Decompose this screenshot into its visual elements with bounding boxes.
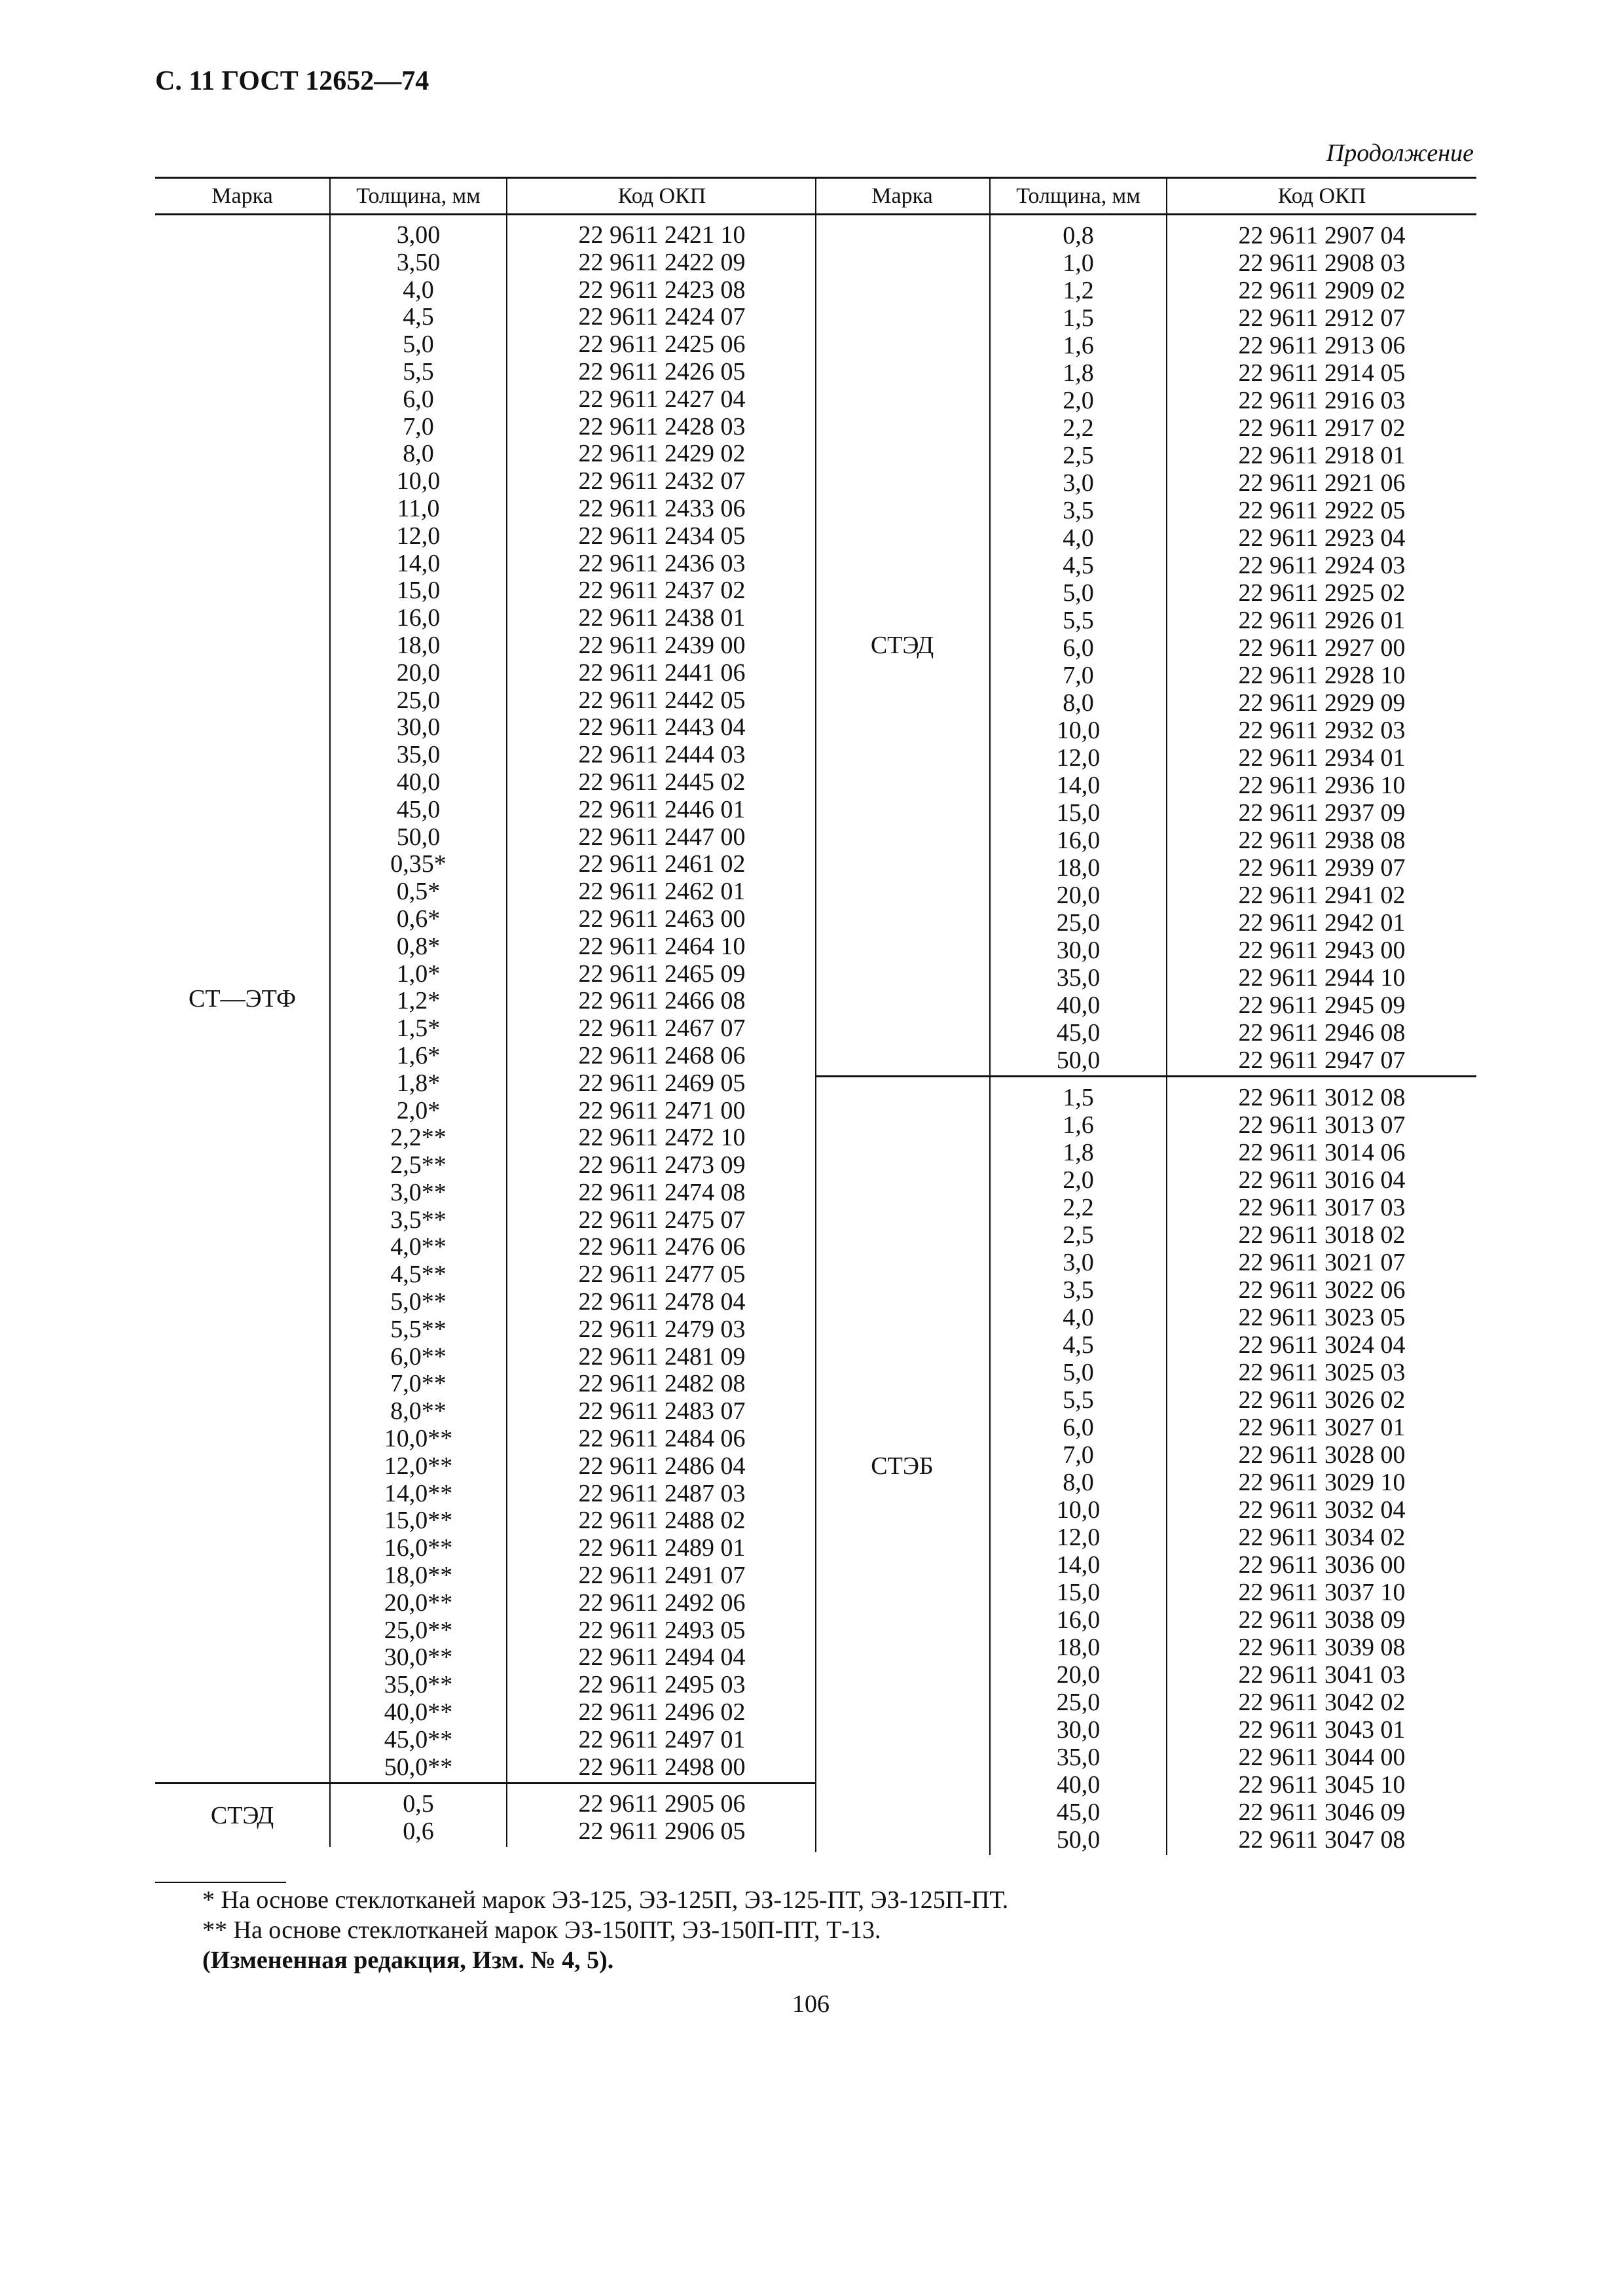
thickness-value: 7,0 xyxy=(1063,662,1094,689)
okp-code-value: 22 9611 2913 06 xyxy=(1238,332,1406,359)
thickness-value: 16,0 xyxy=(1056,827,1101,854)
thickness-value: 18,0 xyxy=(396,631,441,659)
footnotes xyxy=(202,1885,1008,1975)
thickness-value: 14,0 xyxy=(1056,772,1101,799)
okp-code-value: 22 9611 3029 10 xyxy=(1238,1469,1406,1496)
okp-code-cell xyxy=(1167,1077,1476,1856)
okp-code-value: 22 9611 2471 00 xyxy=(578,1096,746,1124)
okp-code-value: 22 9611 2429 02 xyxy=(578,440,746,468)
thickness-value: 5,5** xyxy=(390,1315,447,1343)
okp-code-value: 22 9611 3042 02 xyxy=(1238,1689,1406,1716)
column-header-okp-code: Код ОКП xyxy=(1167,178,1476,215)
okp-code-value: 22 9611 2478 04 xyxy=(578,1288,746,1316)
column-header-marka: Марка xyxy=(155,178,330,215)
thickness-value: 1,0 xyxy=(1063,249,1094,277)
okp-code-value: 22 9611 2492 06 xyxy=(578,1588,746,1617)
thickness-value: 20,0 xyxy=(396,658,441,687)
thickness-value: 0,6* xyxy=(396,905,441,933)
okp-code-value: 22 9611 2422 09 xyxy=(578,248,746,276)
continuation-label: Продолжение xyxy=(1326,139,1474,167)
thickness-value: 0,6 xyxy=(403,1818,434,1846)
thickness-value: 25,0** xyxy=(384,1616,453,1644)
okp-code-value: 22 9611 3024 04 xyxy=(1238,1331,1406,1359)
thickness-value: 1,6* xyxy=(396,1041,441,1069)
thickness-value: 5,0** xyxy=(390,1288,447,1316)
okp-code-value: 22 9611 2433 06 xyxy=(578,494,746,522)
okp-code-value: 22 9611 3023 05 xyxy=(1238,1304,1406,1331)
thickness-value: 2,2 xyxy=(1063,1194,1094,1221)
thickness-value: 5,0 xyxy=(1063,579,1094,607)
okp-code-value: 22 9611 2493 05 xyxy=(578,1616,746,1644)
thickness-cell xyxy=(330,215,507,1784)
thickness-value: 18,0** xyxy=(384,1562,453,1590)
thickness-value: 4,5 xyxy=(1063,552,1094,579)
okp-code-value: 22 9611 2939 07 xyxy=(1238,854,1406,882)
thickness-value: 50,0 xyxy=(1056,1047,1101,1074)
thickness-value: 5,5 xyxy=(403,357,434,386)
thickness-value: 1,0* xyxy=(396,960,441,988)
okp-code-value: 22 9611 2446 01 xyxy=(578,795,746,823)
thickness-value: 25,0 xyxy=(1056,1689,1101,1716)
okp-code-value: 22 9611 2934 01 xyxy=(1238,744,1406,772)
thickness-value: 16,0 xyxy=(396,604,441,632)
okp-code-value: 22 9611 2445 02 xyxy=(578,768,746,796)
okp-code-value: 22 9611 2443 04 xyxy=(578,713,746,742)
thickness-cell xyxy=(990,1077,1167,1856)
okp-code-value: 22 9611 3027 01 xyxy=(1238,1414,1406,1441)
okp-code-value: 22 9611 2924 03 xyxy=(1238,552,1406,579)
thickness-cell xyxy=(990,215,1167,1077)
thickness-value: 1,6 xyxy=(1063,332,1094,359)
okp-code-value: 22 9611 2426 05 xyxy=(578,357,746,386)
okp-code-value: 22 9611 2929 09 xyxy=(1238,689,1406,717)
marka-cell: СТ—ЭТФ xyxy=(188,985,297,1013)
thickness-value: 1,8 xyxy=(1063,1139,1094,1166)
thickness-value: 1,2 xyxy=(1063,277,1094,304)
okp-code-value: 22 9611 3036 00 xyxy=(1238,1551,1406,1579)
thickness-value: 10,0 xyxy=(1056,717,1101,744)
okp-code-value: 22 9611 2444 03 xyxy=(578,741,746,769)
thickness-value: 4,5** xyxy=(390,1261,447,1289)
thickness-value: 1,5 xyxy=(1063,1084,1094,1111)
okp-code-value: 22 9611 3047 08 xyxy=(1238,1826,1406,1854)
thickness-value: 20,0 xyxy=(1056,1661,1101,1689)
thickness-value: 30,0 xyxy=(1056,937,1101,964)
thickness-value: 20,0** xyxy=(384,1588,453,1617)
okp-code-value: 22 9611 3039 08 xyxy=(1238,1634,1406,1661)
thickness-value: 5,5 xyxy=(1063,1386,1094,1414)
thickness-value: 3,50 xyxy=(396,248,441,276)
okp-code-value: 22 9611 3012 08 xyxy=(1238,1084,1406,1111)
okp-code-value: 22 9611 3021 07 xyxy=(1238,1249,1406,1276)
okp-code-value: 22 9611 3022 06 xyxy=(1238,1276,1406,1304)
okp-code-value: 22 9611 2463 00 xyxy=(578,905,746,933)
okp-code-value: 22 9611 2946 08 xyxy=(1238,1019,1406,1047)
okp-code-value: 22 9611 2914 05 xyxy=(1238,359,1406,387)
okp-code-value: 22 9611 2476 06 xyxy=(578,1233,746,1261)
okp-code-value: 22 9611 2917 02 xyxy=(1238,414,1406,442)
column-header-marka: Марка xyxy=(815,178,990,215)
thickness-value: 50,0** xyxy=(384,1753,453,1781)
okp-code-value: 22 9611 2941 02 xyxy=(1238,882,1406,909)
page-header: С. 11 ГОСТ 12652—74 xyxy=(155,66,429,96)
okp-code-value: 22 9611 2477 05 xyxy=(578,1261,746,1289)
thickness-value: 5,0 xyxy=(1063,1359,1094,1386)
thickness-value: 0,35* xyxy=(390,850,447,878)
thickness-value: 6,0** xyxy=(390,1342,447,1371)
thickness-value: 0,8 xyxy=(1063,222,1094,249)
okp-code-value: 22 9611 2468 06 xyxy=(578,1041,746,1069)
thickness-value: 14,0 xyxy=(396,549,441,577)
okp-code-value: 22 9611 2916 03 xyxy=(1238,387,1406,414)
thickness-value: 30,0 xyxy=(396,713,441,742)
thickness-value: 16,0** xyxy=(384,1534,453,1562)
thickness-value: 35,0 xyxy=(1056,964,1101,992)
thickness-value: 0,8* xyxy=(396,932,441,960)
okp-code-value: 22 9611 2491 07 xyxy=(578,1562,746,1590)
okp-code-value: 22 9611 2944 10 xyxy=(1238,964,1406,992)
thickness-value: 2,0 xyxy=(1063,387,1094,414)
thickness-value: 18,0 xyxy=(1056,854,1101,882)
thickness-value: 6,0 xyxy=(1063,634,1094,662)
okp-code-value: 22 9611 2932 03 xyxy=(1238,717,1406,744)
okp-code-value: 22 9611 2925 02 xyxy=(1238,579,1406,607)
thickness-value: 3,5 xyxy=(1063,1276,1094,1304)
okp-code-value: 22 9611 3014 06 xyxy=(1238,1139,1406,1166)
footnote-double-star: ** На основе стеклотканей марок ЭЗ-150ПТ, ЭЗ-150П-ПТ, Т-13. xyxy=(202,1916,881,1944)
thickness-value: 7,0** xyxy=(390,1370,447,1398)
thickness-value: 2,0 xyxy=(1063,1166,1094,1194)
okp-code-value: 22 9611 2461 02 xyxy=(578,850,746,878)
okp-code-value: 22 9611 3018 02 xyxy=(1238,1221,1406,1249)
thickness-value: 4,0 xyxy=(1063,1304,1094,1331)
thickness-value: 3,5 xyxy=(1063,497,1094,524)
thickness-value: 1,2* xyxy=(396,987,441,1015)
thickness-value: 6,0 xyxy=(403,385,434,413)
okp-code-value: 22 9611 2922 05 xyxy=(1238,497,1406,524)
okp-code-value: 22 9611 3038 09 xyxy=(1238,1606,1406,1634)
okp-code-value: 22 9611 2464 10 xyxy=(578,932,746,960)
thickness-value: 40,0 xyxy=(396,768,441,796)
thickness-value: 3,0** xyxy=(390,1178,447,1206)
column-header-thickness: Толщина, мм xyxy=(330,178,507,215)
okp-code-value: 22 9611 2912 07 xyxy=(1238,304,1406,332)
marka-group xyxy=(155,215,816,1784)
okp-code-value: 22 9611 2482 08 xyxy=(578,1370,746,1398)
okp-code-value: 22 9611 2465 09 xyxy=(578,960,746,988)
thickness-value: 16,0 xyxy=(1056,1606,1101,1634)
thickness-value: 12,0 xyxy=(1056,744,1101,772)
left-table-body xyxy=(155,215,816,1848)
okp-code-value: 22 9611 2938 08 xyxy=(1238,827,1406,854)
marka-cell: СТЭД xyxy=(155,1784,330,1847)
okp-code-value: 22 9611 2927 00 xyxy=(1238,634,1406,662)
okp-code-value: 22 9611 2437 02 xyxy=(578,577,746,605)
right-table-body xyxy=(815,215,1476,1856)
thickness-value: 1,8 xyxy=(1063,359,1094,387)
thickness-value: 25,0 xyxy=(1056,909,1101,937)
thickness-value: 4,0** xyxy=(390,1233,447,1261)
okp-code-value: 22 9611 2425 06 xyxy=(578,331,746,359)
okp-code-value: 22 9611 2928 10 xyxy=(1238,662,1406,689)
okp-code-value: 22 9611 3041 03 xyxy=(1238,1661,1406,1689)
okp-code-value: 22 9611 3043 01 xyxy=(1238,1716,1406,1744)
okp-code-value: 22 9611 2439 00 xyxy=(578,631,746,659)
thickness-value: 5,0 xyxy=(403,331,434,359)
thickness-value: 8,0 xyxy=(403,440,434,468)
thickness-value: 35,0** xyxy=(384,1671,453,1699)
thickness-value: 3,0 xyxy=(1063,1249,1094,1276)
okp-code-value: 22 9611 3026 02 xyxy=(1238,1386,1406,1414)
okp-code-value: 22 9611 2441 06 xyxy=(578,658,746,687)
thickness-value: 3,00 xyxy=(396,221,441,249)
thickness-value: 10,0 xyxy=(1056,1496,1101,1524)
okp-code-value: 22 9611 2947 07 xyxy=(1238,1047,1406,1074)
okp-code-value: 22 9611 2436 03 xyxy=(578,549,746,577)
okp-code-value: 22 9611 3032 04 xyxy=(1238,1496,1406,1524)
okp-code-value: 22 9611 2921 06 xyxy=(1238,469,1406,497)
thickness-value: 1,6 xyxy=(1063,1111,1094,1139)
okp-code-value: 22 9611 2494 04 xyxy=(578,1643,746,1672)
thickness-value: 15,0 xyxy=(1056,799,1101,827)
okp-code-value: 22 9611 2918 01 xyxy=(1238,442,1406,469)
thickness-value: 1,5* xyxy=(396,1014,441,1043)
okp-code-value: 22 9611 2434 05 xyxy=(578,522,746,550)
right-header-row xyxy=(815,178,1476,215)
okp-code-value: 22 9611 2488 02 xyxy=(578,1507,746,1535)
okp-code-value: 22 9611 2489 01 xyxy=(578,1534,746,1562)
thickness-value: 45,0 xyxy=(1056,1019,1101,1047)
okp-code-value: 22 9611 3028 00 xyxy=(1238,1441,1406,1469)
thickness-value: 8,0 xyxy=(1063,1469,1094,1496)
thickness-value: 15,0** xyxy=(384,1507,453,1535)
okp-code-cell xyxy=(1167,215,1476,1077)
thickness-value: 11,0 xyxy=(397,494,440,522)
thickness-value: 40,0 xyxy=(1056,992,1101,1019)
okp-code-value: 22 9611 3017 03 xyxy=(1238,1194,1406,1221)
column-header-okp-code: Код ОКП xyxy=(507,178,816,215)
thickness-value: 3,0 xyxy=(1063,469,1094,497)
okp-code-value: 22 9611 3016 04 xyxy=(1238,1166,1406,1194)
thickness-value: 7,0 xyxy=(1063,1441,1094,1469)
thickness-value: 12,0 xyxy=(1056,1524,1101,1551)
okp-code-value: 22 9611 2432 07 xyxy=(578,467,746,495)
thickness-value: 45,0 xyxy=(396,795,441,823)
okp-code-value: 22 9611 2447 00 xyxy=(578,823,746,851)
okp-code-value: 22 9611 2497 01 xyxy=(578,1725,746,1753)
thickness-value: 10,0 xyxy=(396,467,441,495)
thickness-value: 2,2** xyxy=(390,1124,447,1152)
okp-code-value: 22 9611 2423 08 xyxy=(578,276,746,304)
okp-code-value: 22 9611 2942 01 xyxy=(1238,909,1406,937)
table-divider xyxy=(815,177,816,1852)
thickness-value: 15,0 xyxy=(1056,1579,1101,1606)
thickness-value: 20,0 xyxy=(1056,882,1101,909)
okp-code-value: 22 9611 2484 06 xyxy=(578,1425,746,1453)
thickness-value: 40,0** xyxy=(384,1698,453,1727)
marka-group xyxy=(815,215,1476,1077)
thickness-value: 12,0 xyxy=(396,522,441,550)
footnote-single-star: * На основе стеклотканей марок ЭЗ-125, ЭЗ-125П, ЭЗ-125-ПТ, ЭЗ-125П-ПТ. xyxy=(202,1886,1009,1914)
thickness-value: 15,0 xyxy=(396,577,441,605)
marka-cell: СТЭБ xyxy=(815,1077,990,1856)
okp-code-value: 22 9611 2421 10 xyxy=(578,221,746,249)
thickness-value: 14,0** xyxy=(384,1479,453,1507)
okp-code-value: 22 9611 2495 03 xyxy=(578,1671,746,1699)
thickness-value: 4,5 xyxy=(403,303,434,331)
thickness-value: 3,5** xyxy=(390,1206,447,1234)
left-header-row xyxy=(155,178,816,215)
thickness-value: 45,0** xyxy=(384,1725,453,1753)
page-number: 106 xyxy=(792,1990,830,2018)
okp-code-value: 22 9611 2473 09 xyxy=(578,1151,746,1179)
thickness-value: 30,0** xyxy=(384,1643,453,1672)
okp-code-value: 22 9611 2424 07 xyxy=(578,303,746,331)
okp-code-value: 22 9611 2442 05 xyxy=(578,686,746,714)
okp-code-value: 22 9611 3013 07 xyxy=(1238,1111,1406,1139)
thickness-value: 2,5** xyxy=(390,1151,447,1179)
thickness-value: 45,0 xyxy=(1056,1799,1101,1826)
okp-code-value: 22 9611 3045 10 xyxy=(1238,1771,1406,1799)
thickness-value: 35,0 xyxy=(396,741,441,769)
thickness-value: 25,0 xyxy=(396,686,441,714)
okp-code-value: 22 9611 2475 07 xyxy=(578,1206,746,1234)
marka-group xyxy=(815,1077,1476,1856)
marka-cell: СТЭД xyxy=(870,632,934,659)
okp-code-value: 22 9611 2466 08 xyxy=(578,987,746,1015)
okp-code-value: 22 9611 2469 05 xyxy=(578,1069,746,1097)
okp-code-value: 22 9611 2936 10 xyxy=(1238,772,1406,799)
thickness-cell xyxy=(330,1784,507,1847)
okp-code-value: 22 9611 3034 02 xyxy=(1238,1524,1406,1551)
marka-group xyxy=(155,1784,816,1847)
thickness-value: 0,5* xyxy=(396,878,441,906)
thickness-value: 7,0 xyxy=(403,412,434,440)
thickness-value: 4,0 xyxy=(1063,524,1094,552)
okp-code-value: 22 9611 2479 03 xyxy=(578,1315,746,1343)
okp-code-value: 22 9611 3025 03 xyxy=(1238,1359,1406,1386)
okp-code-value: 22 9611 2905 06 xyxy=(578,1790,746,1818)
thickness-value: 18,0 xyxy=(1056,1634,1101,1661)
okp-code-cell xyxy=(507,215,816,1784)
okp-code-value: 22 9611 3046 09 xyxy=(1238,1799,1406,1826)
okp-code-value: 22 9611 2926 01 xyxy=(1238,607,1406,634)
thickness-value: 2,5 xyxy=(1063,1221,1094,1249)
thickness-value: 0,5 xyxy=(403,1790,434,1818)
thickness-value: 8,0 xyxy=(1063,689,1094,717)
thickness-value: 14,0 xyxy=(1056,1551,1101,1579)
okp-code-value: 22 9611 2427 04 xyxy=(578,385,746,413)
thickness-value: 2,5 xyxy=(1063,442,1094,469)
okp-code-value: 22 9611 2483 07 xyxy=(578,1397,746,1426)
okp-code-value: 22 9611 2923 04 xyxy=(1238,524,1406,552)
thickness-value: 35,0 xyxy=(1056,1744,1101,1771)
okp-code-cell xyxy=(507,1784,816,1847)
amendment-note: (Измененная редакция, Изм. № 4, 5). xyxy=(202,1946,614,1974)
thickness-value: 50,0 xyxy=(1056,1826,1101,1854)
thickness-value: 5,5 xyxy=(1063,607,1094,634)
thickness-value: 12,0** xyxy=(384,1452,453,1480)
thickness-value: 50,0 xyxy=(396,823,441,851)
okp-code-value: 22 9611 2474 08 xyxy=(578,1178,746,1206)
thickness-value: 8,0** xyxy=(390,1397,447,1426)
okp-code-value: 22 9611 2907 04 xyxy=(1238,222,1406,249)
okp-code-value: 22 9611 3037 10 xyxy=(1238,1579,1406,1606)
okp-code-value: 22 9611 2428 03 xyxy=(578,412,746,440)
okp-code-value: 22 9611 2467 07 xyxy=(578,1014,746,1043)
okp-code-value: 22 9611 2937 09 xyxy=(1238,799,1406,827)
thickness-value: 1,8* xyxy=(396,1069,441,1097)
right-table xyxy=(815,177,1476,1855)
left-table xyxy=(155,177,816,1847)
okp-code-value: 22 9611 2486 04 xyxy=(578,1452,746,1480)
column-header-thickness: Толщина, мм xyxy=(990,178,1167,215)
thickness-value: 30,0 xyxy=(1056,1716,1101,1744)
thickness-value: 4,0 xyxy=(403,276,434,304)
okp-code-value: 22 9611 2909 02 xyxy=(1238,277,1406,304)
okp-code-value: 22 9611 2487 03 xyxy=(578,1479,746,1507)
okp-code-value: 22 9611 2481 09 xyxy=(578,1342,746,1371)
thickness-value: 1,5 xyxy=(1063,304,1094,332)
thickness-value: 40,0 xyxy=(1056,1771,1101,1799)
thickness-value: 10,0** xyxy=(384,1425,453,1453)
thickness-value: 4,5 xyxy=(1063,1331,1094,1359)
okp-code-value: 22 9611 2462 01 xyxy=(578,878,746,906)
okp-code-value: 22 9611 2498 00 xyxy=(578,1753,746,1781)
thickness-value: 6,0 xyxy=(1063,1414,1094,1441)
okp-code-value: 22 9611 2472 10 xyxy=(578,1124,746,1152)
okp-code-value: 22 9611 2945 09 xyxy=(1238,992,1406,1019)
okp-code-value: 22 9611 2943 00 xyxy=(1238,937,1406,964)
okp-code-value: 22 9611 2908 03 xyxy=(1238,249,1406,277)
footnote-rule xyxy=(155,1882,286,1883)
thickness-value: 2,2 xyxy=(1063,414,1094,442)
okp-code-value: 22 9611 2906 05 xyxy=(578,1818,746,1846)
thickness-value: 2,0* xyxy=(396,1096,441,1124)
okp-code-value: 22 9611 3044 00 xyxy=(1238,1744,1406,1771)
okp-code-value: 22 9611 2496 02 xyxy=(578,1698,746,1727)
okp-code-value: 22 9611 2438 01 xyxy=(578,604,746,632)
